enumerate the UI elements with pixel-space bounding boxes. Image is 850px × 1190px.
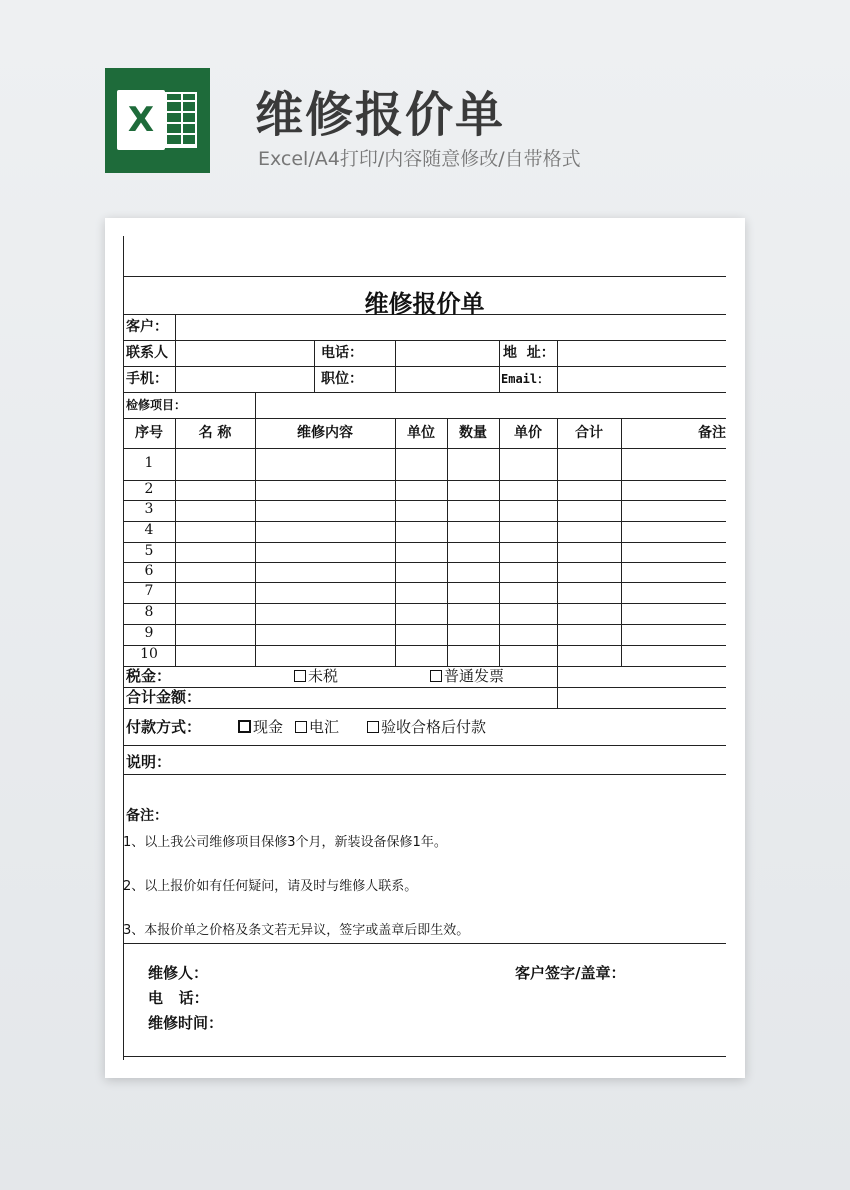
grid-line-h [123, 687, 726, 688]
row-number: 10 [140, 646, 158, 662]
grid-line-v [395, 340, 396, 392]
grid-line-h [123, 645, 726, 646]
email-label: Email： [501, 372, 550, 386]
form-title: 维修报价单 [364, 289, 485, 318]
note-item: 1、以上我公司维修项目保修3个月，新装设备保修1年。 [123, 835, 447, 850]
grid-line-h [123, 774, 726, 775]
grid-line-v [175, 314, 176, 392]
row-number: 6 [144, 563, 154, 579]
grid-line-v [314, 340, 315, 392]
col-header-quantity: 数量 [459, 425, 487, 441]
col-header-total: 合计 [575, 425, 603, 441]
quote-sheet-paper [105, 218, 745, 1078]
note-item: 3、本报价单之价格及条文若无异议，签字或盖章后即生效。 [123, 923, 470, 938]
address-label: 地 址： [503, 345, 555, 361]
grid-line-h [123, 582, 726, 583]
payment-label: 付款方式： [126, 718, 202, 736]
grid-line-v [395, 418, 396, 666]
grid-line-h [123, 366, 726, 367]
grid-line-h [123, 500, 726, 501]
checkbox-icon [430, 670, 442, 682]
grid-line-h [123, 392, 726, 393]
row-number: 9 [144, 625, 154, 641]
grid-line-h [123, 745, 726, 746]
tax-label: 税金： [126, 667, 172, 685]
grid-line-v [621, 418, 622, 666]
col-header-content: 维修内容 [297, 425, 353, 441]
row-number: 5 [144, 543, 154, 559]
grid-line-v [557, 340, 558, 392]
col-header-unit: 单位 [407, 425, 435, 441]
col-header-price: 单价 [514, 425, 542, 441]
tax-option-invoice[interactable] [430, 669, 504, 684]
grid-line-h [123, 603, 726, 604]
row-number: 2 [144, 481, 154, 497]
row-number: 7 [144, 583, 154, 599]
grid-line-h [123, 480, 726, 481]
page-subtitle: Excel/A4打印/内容随意修改/自带格式 [258, 148, 581, 170]
tax-option-invoice-label: 普通发票 [444, 667, 505, 685]
page-title: 维修报价单 [255, 87, 506, 143]
grid-line-v [557, 666, 558, 708]
grid-line-h [123, 418, 726, 419]
checkbox-icon [295, 721, 307, 733]
grid-line-h [123, 340, 726, 341]
repair-time-label: 维修时间： [148, 1014, 224, 1032]
tax-option-untaxed[interactable] [294, 669, 338, 684]
excel-x-letter: X [117, 90, 165, 150]
row-number: 8 [144, 604, 154, 620]
mobile-label: 手机： [126, 371, 168, 387]
payment-option-acceptance[interactable] [367, 720, 486, 735]
grid-line-v [557, 418, 558, 666]
position-label: 职位： [321, 371, 363, 387]
grid-line-h [123, 624, 726, 625]
description-label: 说明： [126, 753, 172, 771]
grid-line-v [447, 418, 448, 666]
grid-line-v [499, 340, 500, 392]
total-amount-label: 合计金额： [126, 688, 202, 706]
payment-option-acceptance-label: 验收合格后付款 [381, 718, 487, 736]
grid-line-h [123, 1056, 726, 1057]
grid-line-h [123, 708, 726, 709]
notes-label: 备注： [126, 808, 168, 824]
quote-sheet [123, 218, 726, 1060]
payment-option-cash-label: 现金 [253, 718, 284, 736]
grid-line-v [255, 418, 256, 666]
row-number: 3 [144, 501, 154, 517]
tel-label: 电 话： [148, 989, 209, 1007]
note-item: 2、以上报价如有任何疑问，请及时与维修人联系。 [123, 879, 418, 894]
grid-line-h [123, 542, 726, 543]
excel-logo-icon [105, 68, 210, 173]
customer-sign-label: 客户签字/盖章： [515, 964, 626, 982]
excel-grid-icon [163, 92, 197, 148]
checkbox-icon [294, 670, 306, 682]
grid-line-h [123, 562, 726, 563]
checkbox-icon [367, 721, 379, 733]
grid-line-h [123, 521, 726, 522]
grid-line-h [123, 943, 726, 944]
repair-items-label: 检修项目： [126, 398, 187, 412]
tax-option-untaxed-label: 未税 [308, 667, 339, 685]
grid-line-v [499, 418, 500, 666]
phone-label: 电话： [321, 345, 363, 361]
payment-option-wire-label: 电汇 [309, 718, 340, 736]
grid-line-h [123, 448, 726, 449]
payment-option-wire[interactable] [295, 720, 339, 735]
col-header-remark: 备注 [698, 425, 726, 441]
grid-line-v [255, 392, 256, 418]
row-number: 4 [144, 522, 154, 538]
checkbox-icon [238, 720, 251, 733]
repairer-label: 维修人： [148, 964, 209, 982]
row-number: 1 [144, 455, 154, 471]
payment-option-cash[interactable] [238, 720, 283, 735]
col-header-name: 名 称 [198, 425, 232, 441]
grid-line-h [123, 666, 726, 667]
col-header-index: 序号 [135, 425, 163, 441]
contact-label: 联系人 [126, 345, 168, 361]
grid-line-v [175, 418, 176, 666]
grid-line-h [123, 276, 726, 277]
customer-label: 客户： [126, 319, 168, 335]
